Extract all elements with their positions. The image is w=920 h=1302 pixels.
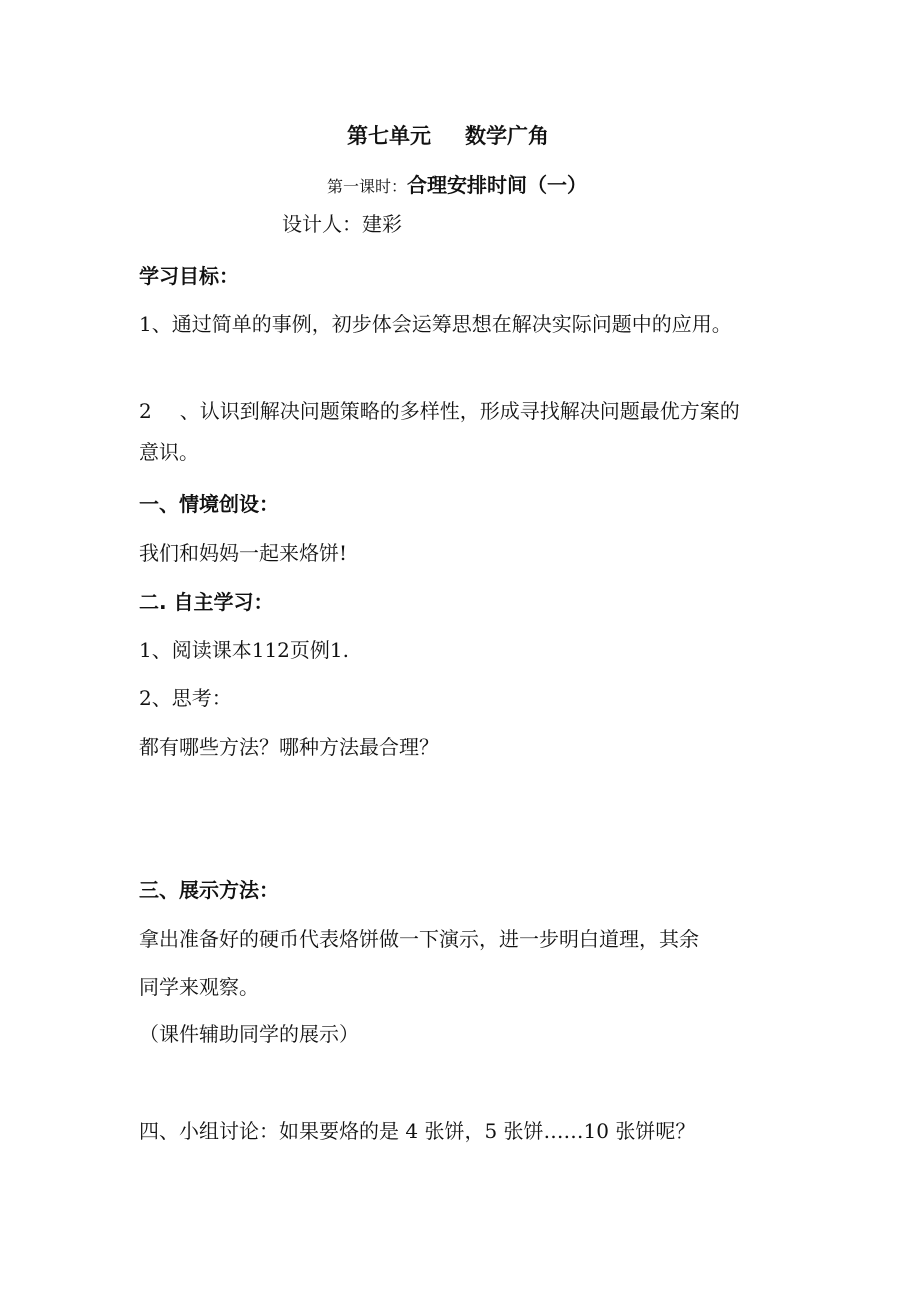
lesson-line [327,171,587,201]
section2-step2: 2、思考： [139,686,232,710]
section1-heading: 一、情境创设： [139,492,279,516]
topic-label: 数学广角 [465,124,549,148]
goal-item-2-continued: 意识。 [139,440,199,464]
section2-question: 都有哪些方法？哪种方法最合理？ [139,735,439,759]
section3-line1: 拿出准备好的硬币代表烙饼做一下演示，进一步明白道理，其余 [139,927,699,951]
section1-text: 我们和妈妈一起来烙饼! [139,541,348,565]
unit-title [347,122,549,150]
section3-note: （课件辅助同学的展示） [139,1022,359,1046]
goals-heading: 学习目标： [139,264,239,288]
designer-line: 设计人：建彩 [282,212,402,236]
goal-item-1: 1、通过简单的事例，初步体会运筹思想在解决实际问题中的应用。 [139,312,732,336]
lesson-title: 合理安排时间（一） [407,173,588,197]
goal-item-2-text: 、认识到解决问题策略的多样性，形成寻找解决问题最优方案的 [179,399,740,423]
section3-line2: 同学来观察。 [139,975,259,999]
lesson-label: 第一课时： [327,177,408,196]
section3-heading: 三、展示方法： [139,878,279,902]
section2-heading: 二. 自主学习： [139,590,274,614]
section4-text: 四、小组讨论：如果要烙的是 4 张饼，5 张饼……10 张饼呢？ [139,1119,696,1143]
goal-item-2-number: 2 [139,399,152,423]
section2-step1: 1、阅读课本112页例1. [139,638,349,662]
goal-item-2 [139,397,740,425]
unit-label: 第七单元 [347,124,431,148]
